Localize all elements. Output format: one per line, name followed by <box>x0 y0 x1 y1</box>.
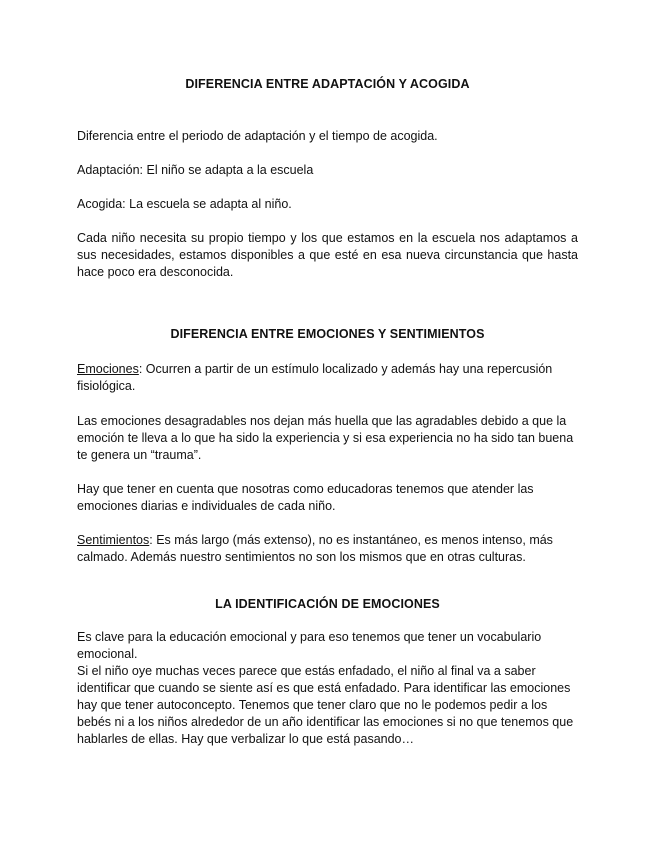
paragraph-clave: Es clave para la educación emocional y para eso tenemos que tener un vocabulario emocional. <box>77 630 542 661</box>
paragraph-cada-nino: Cada niño necesita su propio tiempo y los que estamos en la escuela nos adaptamos a sus necesidades, estamos disponibles a que esté en esa nueva circunstancia que hasta hace poco era desconocida. <box>77 231 578 279</box>
paragraph-emociones-desagradables: Las emociones desagradables nos dejan más huella que las agradables debido a que la emoción te lleva a lo que ha sido la experiencia y si esa experiencia no ha sido tan buena te genera un “trauma”. <box>77 414 574 462</box>
paragraph-sentimientos <box>77 532 578 566</box>
paragraph-emociones <box>77 361 578 395</box>
sentimientos-definition: : Es más largo (más extenso), no es instantáneo, es menos intenso, más calmado. Además nuestro sentimientos no son los mismos que en otras culturas. <box>77 533 553 564</box>
section-heading-identificacion-emociones: LA IDENTIFICACIÓN DE EMOCIONES <box>215 597 440 611</box>
emociones-definition: : Ocurren a partir de un estímulo localizado y además hay una repercusión fisiológica. <box>77 362 553 393</box>
paragraph-intro: Diferencia entre el periodo de adaptación y el tiempo de acogida. <box>77 129 438 143</box>
section-heading-emociones-sentimientos: DIFERENCIA ENTRE EMOCIONES Y SENTIMIENTOS <box>170 327 485 341</box>
paragraph-adaptacion: Adaptación: El niño se adapta a la escuela <box>77 163 314 177</box>
paragraph-acogida: Acogida: La escuela se adapta al niño. <box>77 197 292 211</box>
term-emociones: Emociones <box>77 362 139 376</box>
paragraph-si-el-nino: Si el niño oye muchas veces parece que estás enfadado, el niño al final va a saber identificar que cuando se siente así es que está enfadado. Para identificar las emociones hay que tener autoconcepto. Tenemos que tener claro que no le podemos pedir a los bebés ni a los niños alrededor de un año identificar las emociones si no que tenemos que hablarles de ellas. Hay que verbalizar lo que está pasando… <box>77 664 574 746</box>
paragraph-educadoras: Hay que tener en cuenta que nosotras como educadoras tenemos que atender las emociones diarias e individuales de cada niño. <box>77 482 534 513</box>
term-sentimientos: Sentimientos <box>77 533 150 547</box>
section-heading-adaptacion-acogida: DIFERENCIA ENTRE ADAPTACIÓN Y ACOGIDA <box>185 77 470 91</box>
